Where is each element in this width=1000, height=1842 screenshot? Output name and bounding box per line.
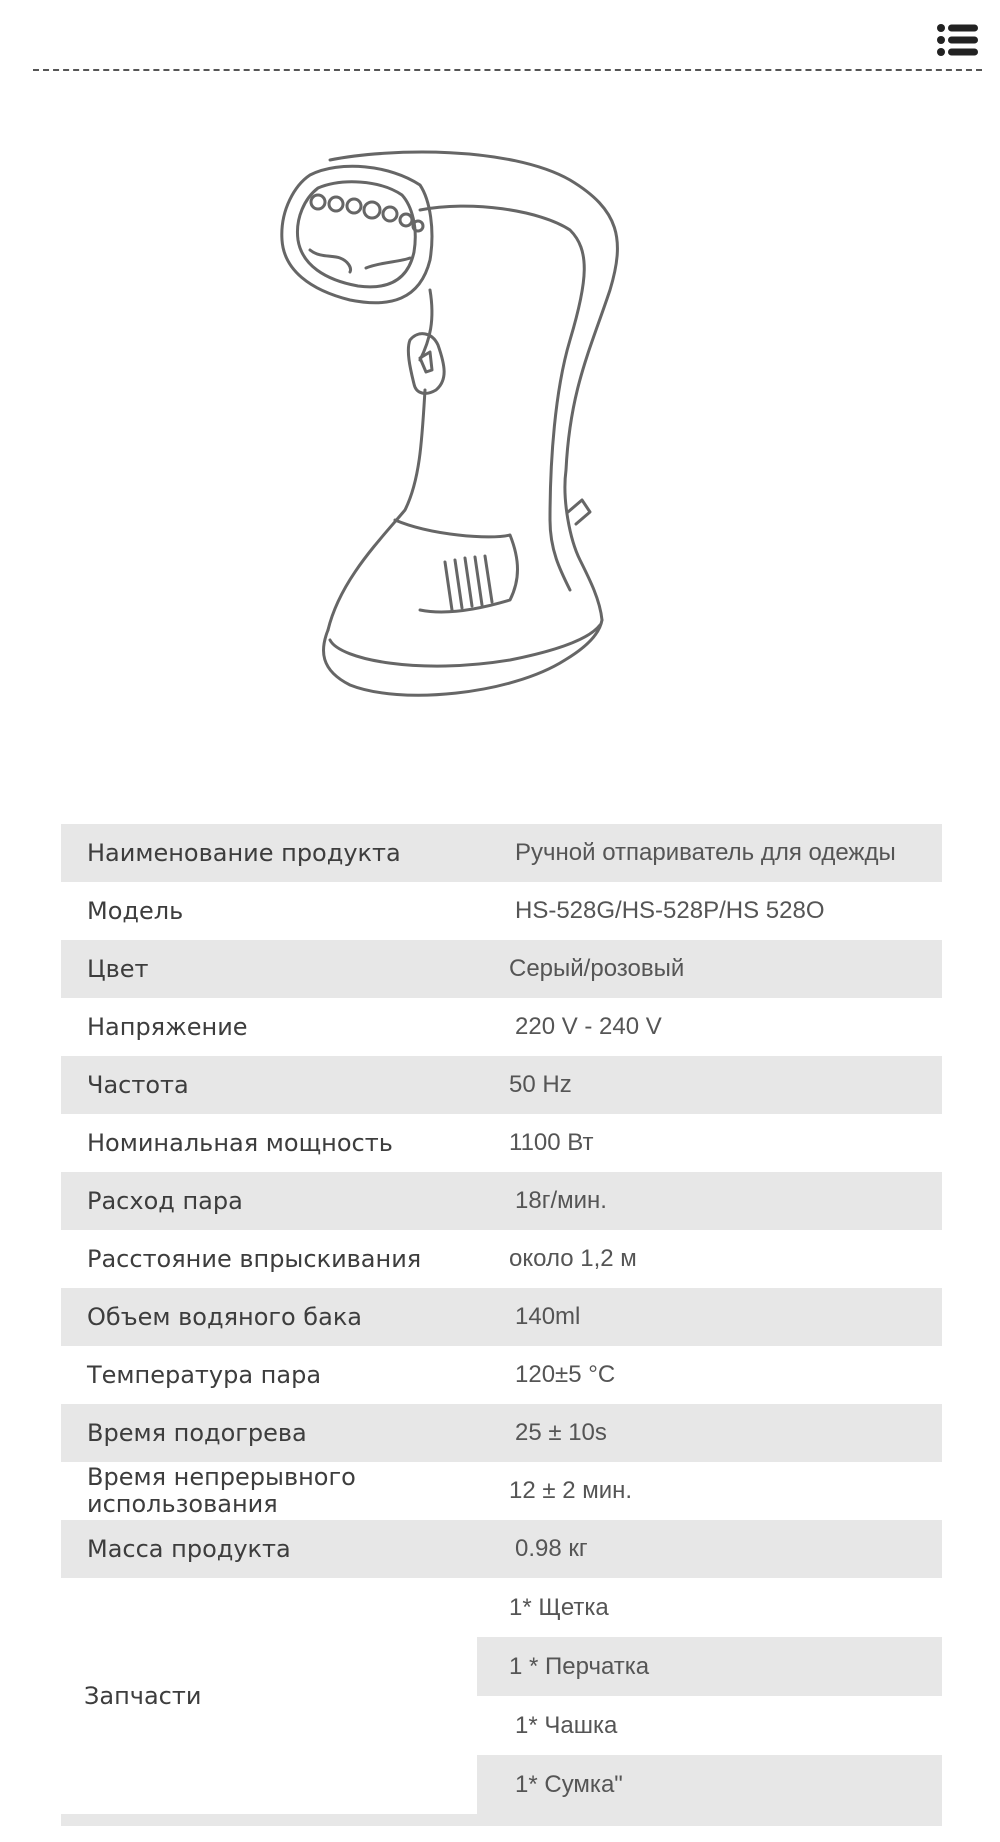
spec-value: 140ml [515, 1303, 581, 1330]
spec-value: Серый/розовый [509, 955, 685, 982]
spec-label: Расход пара [87, 1186, 243, 1215]
spec-row [61, 1230, 942, 1288]
spec-label: Объем водяного бака [87, 1302, 363, 1331]
spec-label: Время подогрева [87, 1418, 307, 1447]
spec-row [61, 1346, 942, 1404]
menu-button[interactable] [936, 20, 980, 60]
parts-item: 1* Сумка" [477, 1755, 942, 1814]
parts-list [477, 1578, 942, 1814]
parts-item: 1* Щетка [509, 1593, 609, 1621]
spec-label: Частота [87, 1070, 189, 1099]
spec-row [61, 1404, 942, 1462]
spec-value: 25 ± 10s [515, 1419, 607, 1446]
spec-row [61, 1114, 942, 1172]
spec-label: Номинальная мощность [87, 1128, 393, 1157]
spec-label: Наименование продукта [87, 838, 401, 867]
parts-item: 1 * Перчатка [477, 1637, 942, 1696]
spec-value: 1100 Вт [509, 1129, 594, 1156]
spec-label: Температура пара [87, 1360, 322, 1389]
spec-value: около 1,2 м [509, 1245, 637, 1272]
spec-row [61, 998, 942, 1056]
spec-value: Ручной отпариватель для одежды [515, 839, 896, 866]
parts-label: Запчасти [84, 1682, 202, 1710]
table-bottom-strip [61, 1814, 942, 1826]
spec-value: 12 ± 2 мин. [509, 1477, 633, 1504]
header-divider [33, 69, 982, 71]
spec-row [61, 940, 942, 998]
spec-value: 120±5 °C [515, 1361, 616, 1388]
spec-row [61, 882, 942, 940]
list-menu-icon [936, 20, 980, 60]
spec-value: 220 V - 240 V [515, 1013, 662, 1040]
spec-label: Масса продукта [87, 1534, 291, 1563]
spec-label: Модель [87, 896, 184, 925]
product-image [270, 140, 650, 780]
spec-row [61, 1520, 942, 1578]
spec-label: Цвет [87, 954, 149, 983]
spec-value: 0.98 кг [515, 1535, 588, 1562]
spec-table [61, 824, 942, 1826]
spec-row [61, 1462, 942, 1520]
spec-row [61, 1056, 942, 1114]
spec-label: Расстояние впрыскивания [87, 1244, 422, 1273]
spec-value: 18г/мин. [515, 1187, 607, 1214]
spec-value: HS-528G/HS-528P/HS 528O [515, 897, 825, 924]
spec-value: 50 Hz [509, 1071, 572, 1098]
spec-row [61, 1172, 942, 1230]
spec-row [61, 824, 942, 882]
spec-label: Время непрерывного использования [87, 1463, 356, 1518]
spec-label: Напряжение [87, 1012, 248, 1041]
spec-row [61, 1288, 942, 1346]
parts-item: 1* Чашка [515, 1711, 618, 1739]
parts-row [61, 1578, 942, 1814]
